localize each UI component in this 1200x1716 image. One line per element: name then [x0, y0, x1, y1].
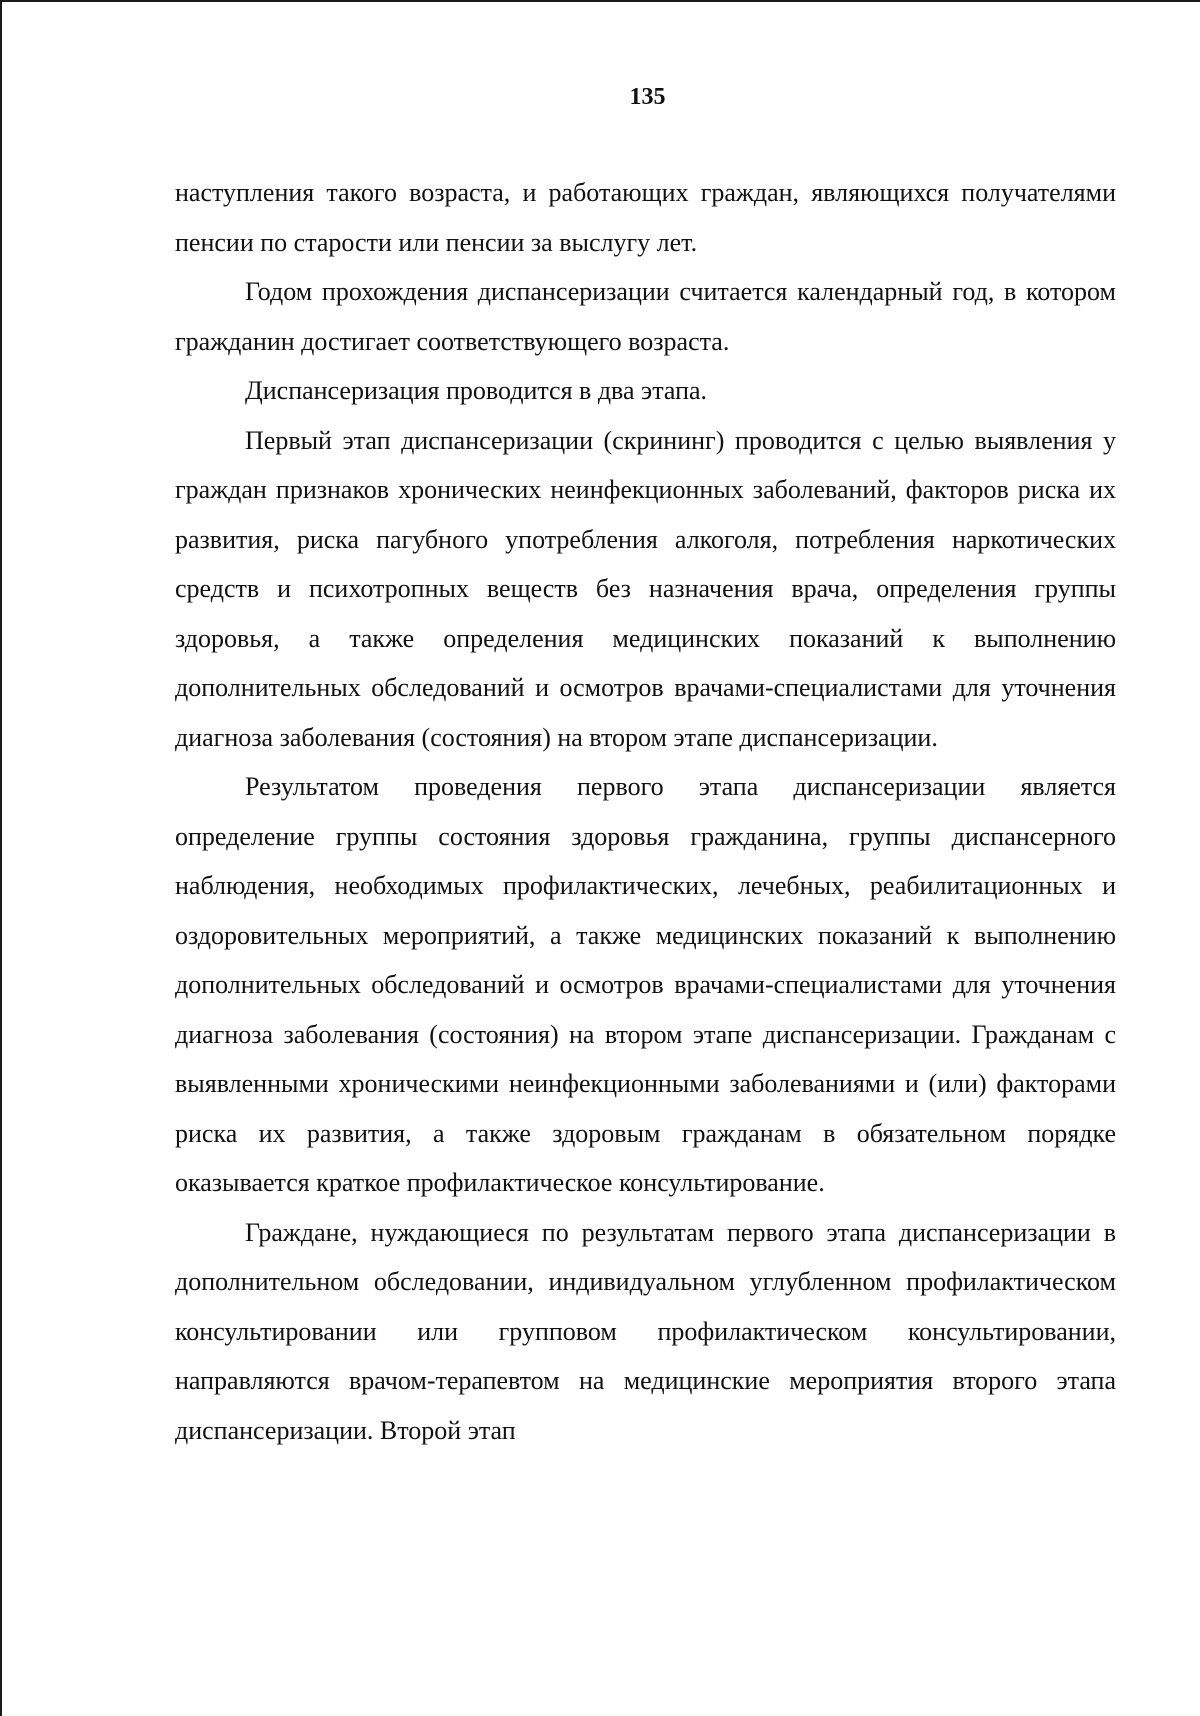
- paragraph-second-stage-referral: Граждане, нуждающиеся по результатам первого этапа диспансеризации в дополнительном обследовании, индивидуальном углубленном профилактическом консультировании или групповом профилактическом консультировании, направляются врачом-терапевтом на медицинские мероприятия второго этапа диспансеризации. Второй этап: [175, 1217, 1116, 1445]
- paragraph-continuation: наступления такого возраста, и работающих граждан, являющихся получателями пенсии по старости или пенсии за выслугу лет.: [175, 178, 1116, 257]
- paragraph-first-stage-result: Результатом проведения первого этапа диспансеризации является определение группы состояния здоровья гражданина, группы диспансерного наблюдения, необходимых профилактических, лечебных, реабилитационных и оздоровительных мероприятий, а также медицинских показаний к выполнению дополнительных обследований и осмотров врачами-специалистами для уточнения диагноза заболевания (состояния) на втором этапе диспансеризации. Гражданам с выявленными хроническими неинфекционными заболеваниями и (или) факторами риска их развития, а также здоровым гражданам в обязательном порядке оказывается краткое профилактическое консультирование.: [175, 772, 1116, 1197]
- paragraph-first-stage: Первый этап диспансеризации (скрининг) проводится с целью выявления у граждан признаков хронических неинфекционных заболеваний, факторов риска их развития, риска пагубного употребления алкоголя, потребления наркотических средств и психотропных веществ без назначения врача, определения группы здоровья, а также определения медицинских показаний к выполнению дополнительных обследований и осмотров врачами-специалистами для уточнения диагноза заболевания (состояния) на втором этапе диспансеризации.: [175, 425, 1116, 752]
- paragraph-year-definition: Годом прохождения диспансеризации считается календарный год, в котором гражданин достигает соответствующего возраста.: [175, 277, 1116, 356]
- paragraph-two-stages: Диспансеризация проводится в два этапа.: [245, 376, 708, 405]
- page-number: 135: [629, 84, 666, 110]
- body-text: [175, 168, 1116, 1455]
- scan-border-top: [0, 0, 1200, 2]
- scan-border-left: [0, 0, 2, 1716]
